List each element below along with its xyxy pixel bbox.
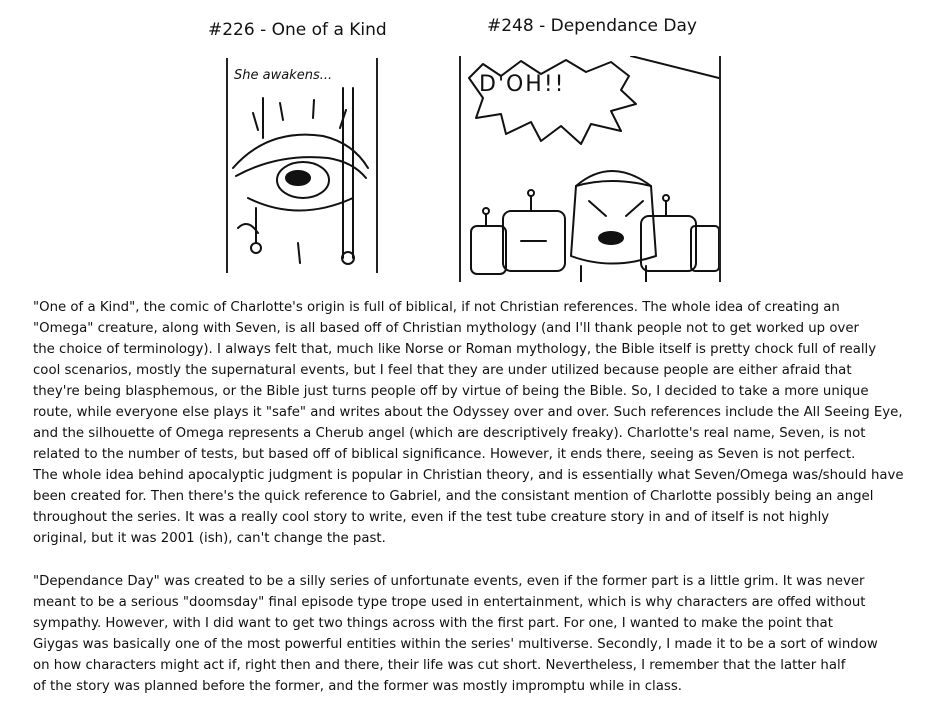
essay-line: The whole idea behind apocalyptic judgment is popular in Christian theory, and is essentially what Seven/Omega was/should have <box>33 468 904 483</box>
essay-line: on how characters might act if, right then and there, their life was cut short. Nevertheless, I remember that the latter half <box>33 658 846 673</box>
essay-line: Giygas was basically one of the most powerful entities within the series' multiverse. Secondly, I made it to be a sort of window <box>33 637 878 652</box>
comic-panel-one-of-a-kind <box>226 58 378 273</box>
essay-line: original, but it was 2001 (ish), can't change the past. <box>33 531 386 546</box>
essay-line: they're being blasphemous, or the Bible just turns people off by virtue of being the Bible. So, I decided to take a more unique <box>33 384 869 399</box>
essay-line: cool scenarios, mostly the supernatural events, but I feel that they are under utilized because people are either afraid that <box>33 363 852 378</box>
essay-line: of the story was planned before the former, and the former was mostly impromptu while in class. <box>33 679 682 694</box>
panel-1-caption: She awakens... <box>234 68 333 83</box>
essay-paragraph-1 <box>33 297 913 549</box>
essay-line: route, while everyone else plays it "safe" and writes about the Odyssey over and over. Such references include the All Seeing Eye, <box>33 405 903 420</box>
panel-2-title: #248 - Dependance Day <box>487 16 697 36</box>
essay-line: sympathy. However, with I did want to get two things across with the first part. For one, I wanted to make the point that <box>33 616 833 631</box>
essay-line: "Omega" creature, along with Seven, is all based off of Christian mythology (and I'll thank people not to get worked up over <box>33 321 859 336</box>
essay-line: meant to be a serious "doomsday" final episode type trope used in entertainment, which is why characters are offed without <box>33 595 866 610</box>
essay-line: throughout the series. It was a really cool story to write, even if the test tube creature story in and of itself is not highly <box>33 510 830 525</box>
essay-line: "One of a Kind", the comic of Charlotte's origin is full of biblical, if not Christian references. The whole idea of creating an <box>33 300 840 315</box>
essay-line: "Dependance Day" was created to be a silly series of unfortunate events, even if the former part is a little grim. It was never <box>33 574 865 589</box>
eye-drawing <box>228 58 376 273</box>
essay-line: been created for. Then there's the quick reference to Gabriel, and the consistant mention of Charlotte possibly being an angel <box>33 489 874 504</box>
panel-1-title: #226 - One of a Kind <box>208 20 387 40</box>
essay-line: the choice of terminology). I always felt that, much like Norse or Roman mythology, the Bible itself is pretty chock full of really <box>33 342 877 357</box>
essay-paragraph-2 <box>33 571 913 697</box>
panel-2-sfx: D'OH!! <box>479 72 566 97</box>
essay-line: and the silhouette of Omega represents a Cherub angel (which are descriptively freaky). Charlotte's real name, Seven, is not <box>33 426 866 441</box>
essay-line: related to the number of tests, but based off of biblical significance. However, it ends there, seeing as Seven is not perfect. <box>33 447 856 462</box>
comic-panel-dependance-day <box>459 56 721 282</box>
